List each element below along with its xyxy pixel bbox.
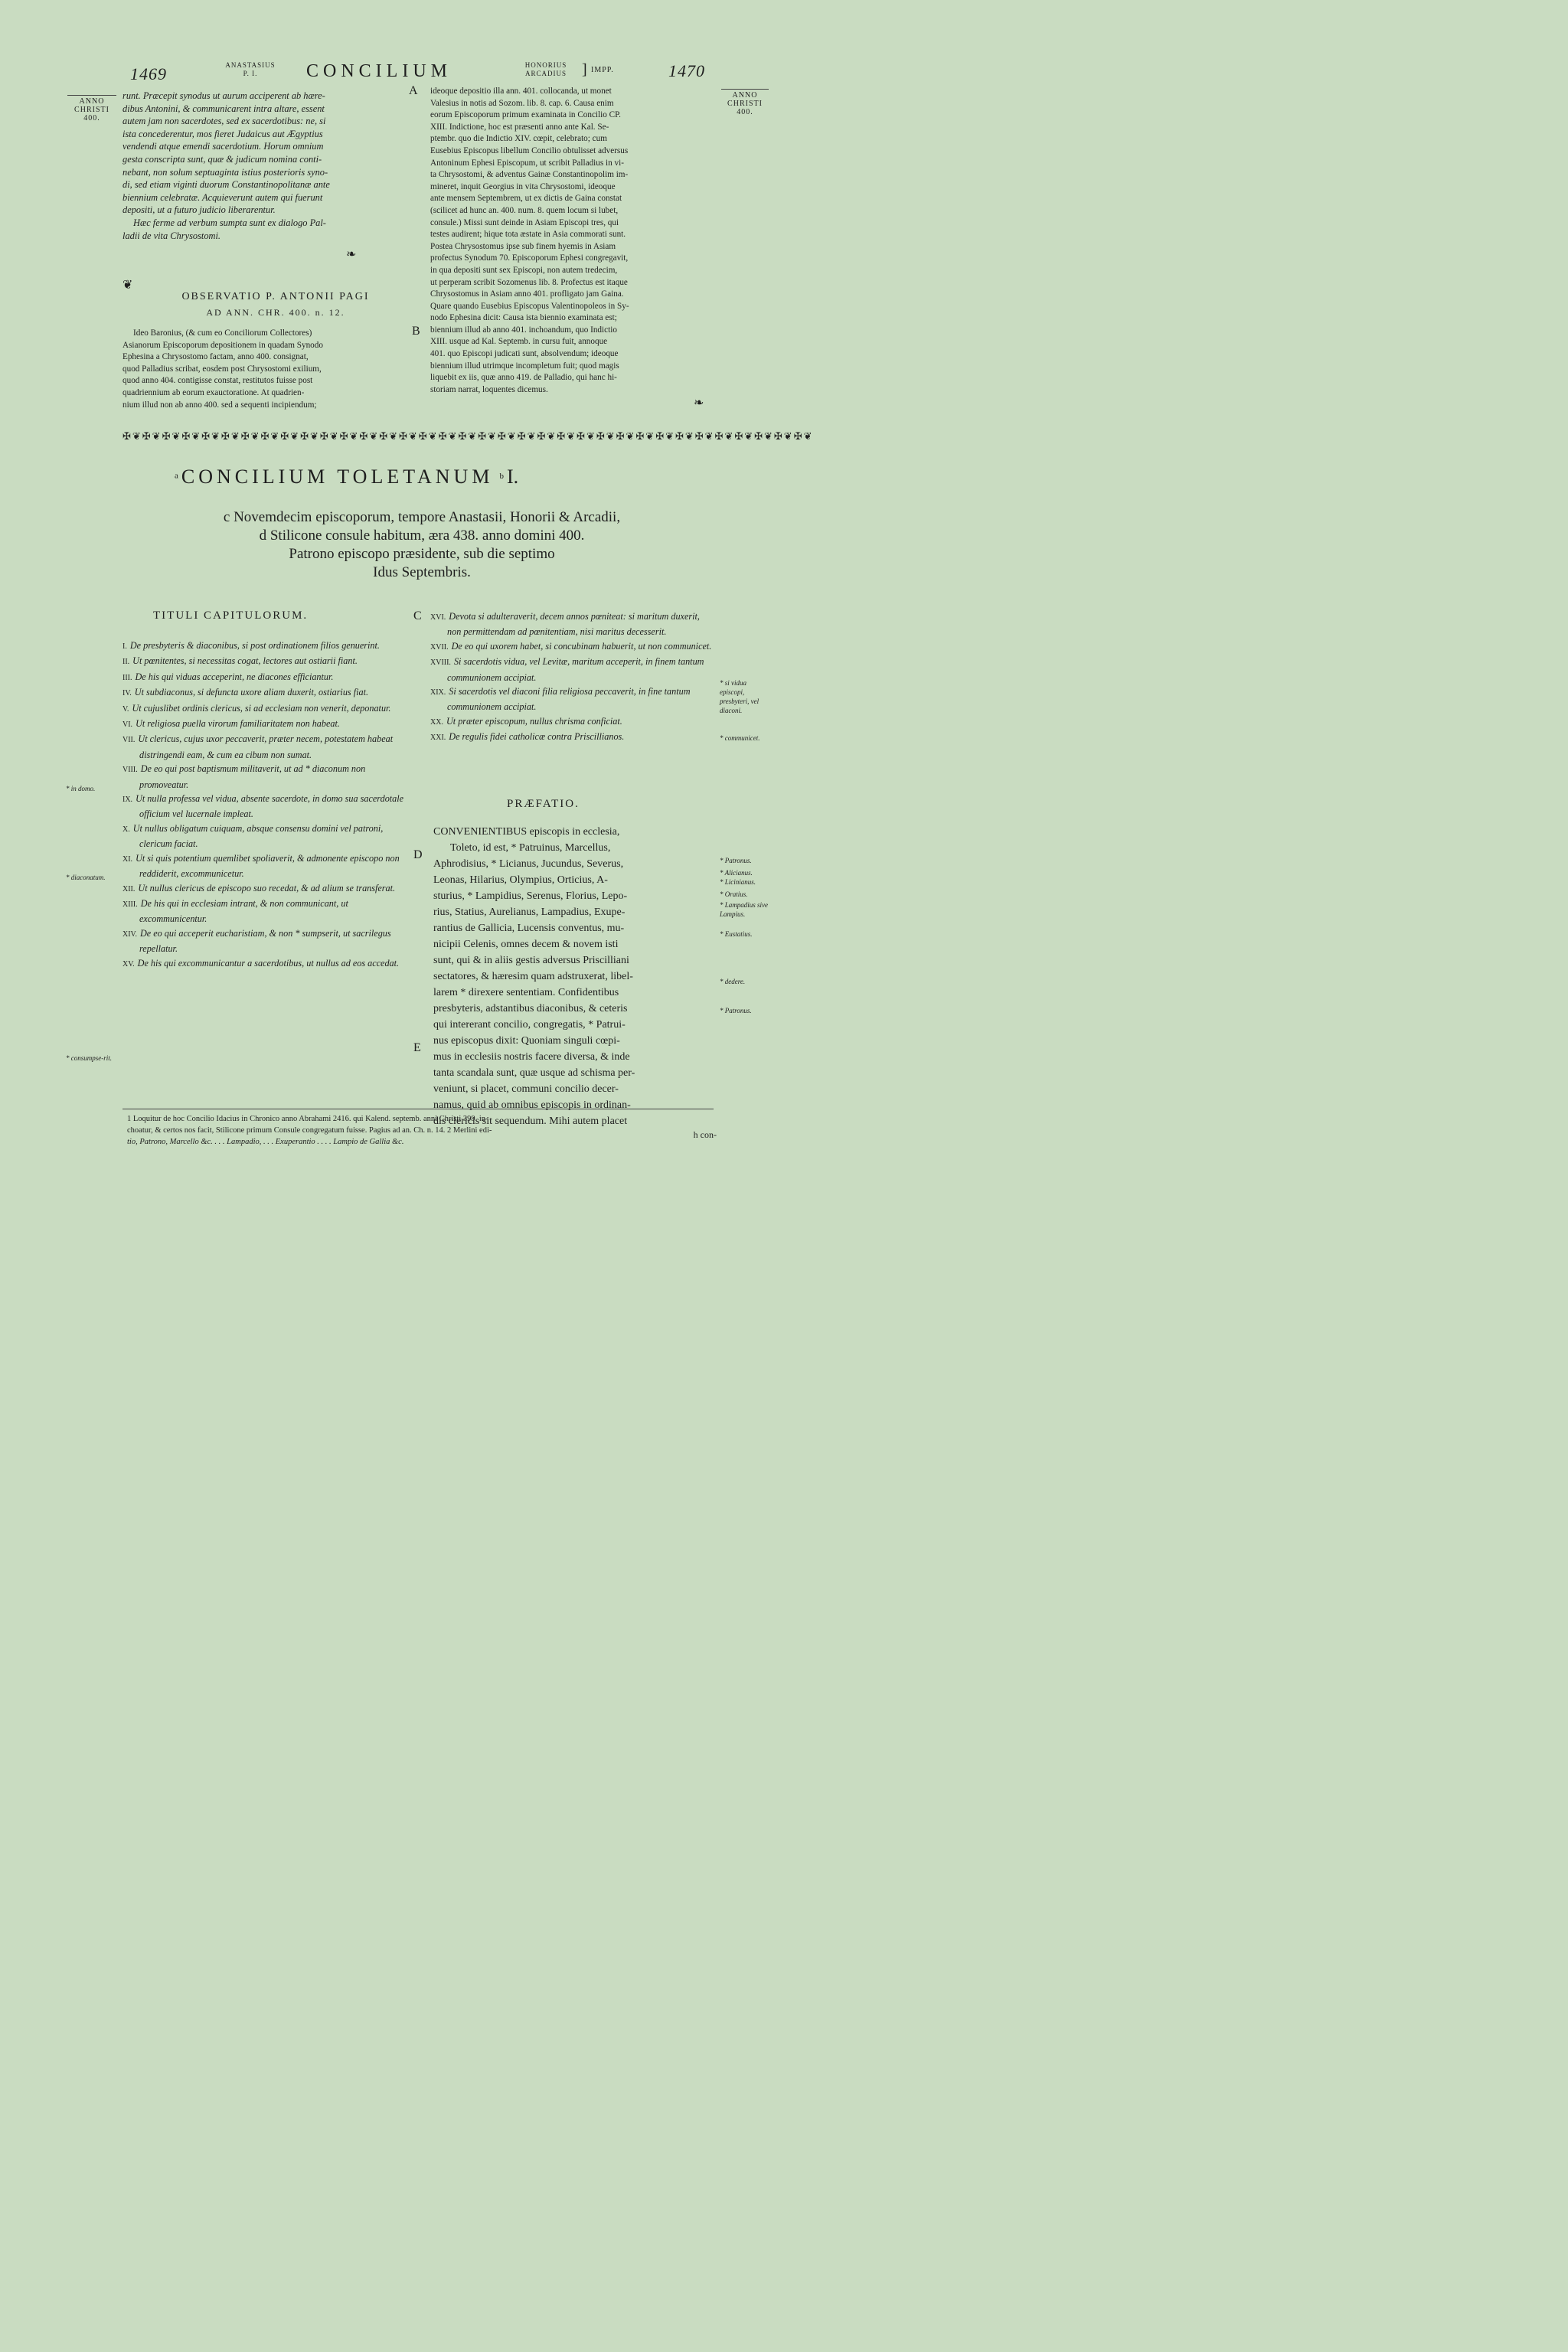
text-line: sectatores, & hæresim quam adstruxerat, libel- [433,971,633,982]
anno-right-rule [721,89,769,90]
text-line: liquebit ex iis, quæ anno 419. de Palladio, qui hanc hi- [430,373,617,383]
item-text: Ut nulla professa vel vidua, absente sacerdote, in domo sua sacerdotale officium vel lucernale impleat. [136,793,404,820]
anno-right-line3: 400. [737,108,753,116]
list-item [430,639,714,655]
text-line: ta Chrysostomi, & adventus Gainæ Constantinopolim im- [430,170,629,180]
council-title [175,466,710,488]
item-number: VII. [122,736,136,745]
text-line: namus, quid ab omnibus episcopis in ordinan- [433,1099,631,1111]
text-line: ante mensem Septembrem, ut ex dictis de Gaina constat [430,194,622,204]
anno-left-line3: 400. [83,114,100,122]
list-item [122,654,406,669]
text-line: Antoninum Ephesi Episcopum, ut scribit Palladius in vi- [430,158,624,168]
text-line: dis clericis sit sequendum. Mihi autem placet [433,1116,628,1127]
text-line: mineret, inquit Georgius in vita Chrysostomi, ideoque [430,181,616,191]
item-number: XVI. [430,613,446,622]
margin-note: * si vidua episcopi, presbyteri, vel diaconi. [720,679,760,714]
left-top-text [122,90,406,242]
text-line: (scilicet ad hunc an. 400. num. 8. quem locum si lubet, [430,205,619,215]
item-number: XVII. [430,642,449,652]
list-item [122,685,406,701]
ornament-band: ✠❦✠❦✠❦✠❦✠❦✠❦✠❦✠❦✠❦✠❦✠❦✠❦✠❦✠❦✠❦✠❦✠❦✠❦✠❦✠❦✠❦✠❦✠❦✠❦✠❦✠❦✠❦✠❦✠❦✠❦✠❦✠❦✠❦✠❦✠❦ [122,430,814,442]
item-number: XIV. [122,929,137,939]
text-line: ptembr. quo die Indictio XIV. cœpit, celebrato; cum [430,134,607,144]
margin-note: * consumpse-rit. [66,1054,112,1062]
item-number: II. [122,658,130,667]
text-line: sunt, qui & in aliis gestis adversus Priscilliani [433,955,629,966]
text-line: nicipii Celenis, omnes decem & novem isti [433,939,619,950]
footnote-mark-b: b [499,471,504,481]
text-line: mus in ecclesiis nostris facere diversa, & inde [433,1051,630,1063]
text-line: Ideo Baronius, (& cum eo Conciliorum Collectores) [133,328,312,338]
catchword: h con- [693,1129,717,1140]
item-number: III. [122,673,132,682]
header-right-label [511,61,580,78]
header-left-bottom: P. I. [243,70,258,77]
text-line: rantius de Gallicia, Lucensis conventus, mu- [433,923,625,934]
side-letter-c: C [413,609,422,622]
item-number: XXI. [430,733,446,743]
text-line: in qua depositi sunt sex Episcopi, non autem tredecim, [430,265,618,275]
text-line: XIII. Indictione, hoc est præsenti anno ante Kal. Se- [430,122,609,132]
list-item [430,609,714,639]
margin-note: * Patronus. [720,857,752,864]
anno-left-rule [67,95,116,96]
text-line: ut perperam scribit Sozomenus lib. 8. Profectus est itaque [430,277,628,287]
text-line: gesta conscripta sunt, quæ & judicum nomina conti- [122,153,322,165]
text-line: Asianorum Episcoporum depositionem in quadam Synodo [122,340,323,350]
praefatio-text [433,824,717,1140]
anno-right-line1: ANNO [732,91,758,100]
margin-note: * Licinianus. [720,878,756,886]
text-line: testes audirent; hique tota æstate in Asia commorati sunt. [430,230,626,240]
item-number: XI. [122,854,133,864]
subtitle-line: c Novemdecim episcoporum, tempore Anastasii, Honorii & Arcadii, [223,509,621,525]
item-number: VIII. [122,766,138,775]
text-line: veniunt, si placet, communi concilio decer- [433,1083,619,1095]
list-item [122,956,406,972]
item-number: I. [122,642,127,651]
text-line: 401. quo Episcopi judicati sunt, absolvendum; ideoque [430,349,619,359]
footnote-line: tio, Patrono, Marcello &c. . . . Lampadio, . . . Exuperantio . . . . Lampio de Gallia &c. [127,1138,404,1146]
text-line: presbyteris, adstantibus diaconibus, & ceteris [433,1003,628,1014]
subtitle-line: d Stilicone consule habitum, æra 438. anno domini 400. [259,528,585,544]
council-subtitle [130,508,714,582]
text-line: rius, Statius, Aurelianus, Lampadius, Exupe- [433,906,626,918]
list-item [430,730,714,745]
tituli-right-list [430,609,714,746]
list-item [122,732,406,762]
list-item [122,926,406,956]
text-line: Valesius in notis ad Sozom. lib. 8. cap. 6. Causa enim [430,98,614,108]
item-number: XX. [430,717,443,727]
header-right-bottom: ARCADIUS [524,70,567,77]
running-title: CONCILIUM [306,61,452,81]
item-text: De eo qui uxorem habet, si concubinam habuerit, ut non communicet. [451,640,712,652]
text-line: XIII. usque ad Kal. Septemb. in cursu fuit, annoque [430,337,608,347]
item-text: De presbyteris & diaconibus, si post ordinationem filios genuerint. [129,640,380,651]
text-line: quod anno 404. contigisse constat, restitutos fuisse post [122,376,313,386]
text-line: di, sed etiam viginti duorum Constantinopolitanæ ante [122,179,330,191]
item-number: XIII. [122,900,138,909]
text-line: nus episcopus dixit: Quoniam singuli cœpi- [433,1035,620,1047]
council-title-text: CONCILIUM TOLETANUM [181,466,494,488]
anno-left-line1: ANNO [79,97,105,106]
footnote-line: choatur, & certos nos facit, Stilicone primum Consule congregatum fuisse. Pagius ad an. Ch. n. 14. 2 Merlini edi- [127,1126,492,1135]
observatio-subtitle: AD ANN. CHR. 400. n. 12. [206,307,345,318]
text-line: ideoque depositio illa ann. 401. collocanda, ut monet [430,87,612,96]
list-item [122,881,406,897]
side-letter-b: B [412,325,420,338]
item-text: De his qui excommunicantur a sacerdotibus, ut nullus ad eos accedat. [137,957,400,969]
margin-note: * Eustatius. [720,930,753,938]
anno-left-line2: CHRISTI [74,106,109,114]
item-text: Ut nullus obligatum cuiquam, absque consensu domini vel patroni, clericum faciat. [132,822,384,850]
anno-right-line2: CHRISTI [727,100,763,108]
text-line: nodo Ephesina dicit: Causa ista biennio examinata est; [430,313,617,323]
list-item [430,684,714,714]
item-text: De eo qui acceperit eucharistiam, & non * sumpserit, ut sacrilegus repellatur. [139,927,391,955]
text-line: larem * direxere sententiam. Confidentibus [433,987,619,998]
fleuron-icon: ❧ [346,248,357,261]
text-line: Aphrodisius, * Licianus, Jucundus, Severus, [433,858,624,870]
fleuron-icon: ❧ [694,397,704,410]
item-text: De his qui viduas acceperint, ne diacones efficiantur. [135,671,334,682]
margin-note: * Oratius. [720,890,748,898]
side-letter-e: E [413,1041,421,1054]
observatio-title: OBSERVATIO P. ANTONII PAGI [181,291,370,302]
text-line: Chrysostomus in Asiam anno 401. profligato jam Gaina. [430,289,624,299]
text-line: eorum Episcoporum primum examinata in Concilio CP. [430,110,621,120]
text-line: tanta scandala sunt, quæ usque ad schisma per- [433,1067,635,1079]
list-item [430,655,714,684]
text-line: profectus Synodum 70. Episcoporum Ephesi congregavit, [430,253,629,263]
item-text: Si sacerdotis vidua, vel Levitæ, maritum acceperit, in finem tantum communionem accipiat. [447,656,704,683]
header-left-top: ANASTASIUS [225,61,276,69]
item-number: XVIII. [430,658,451,668]
item-number: XV. [122,959,135,969]
item-text: Ut nullus clericus de episcopo suo recedat, & ad alium se transferat. [138,882,396,893]
item-text: Ut religiosa puella virorum familiaritatem non habeat. [136,718,340,730]
footnote [127,1113,714,1148]
margin-note: * Alicianus. [720,869,753,877]
observatio-heading [145,289,406,320]
page-number-right: 1470 [668,61,705,80]
anno-left [67,95,116,122]
text-line: Toleto, id est, * Patruinus, Marcellus, [450,842,611,854]
item-number: IX. [122,795,133,805]
text-line: dibus Antonini, & communicarent intra altare, essent [122,103,325,114]
list-item [122,822,406,851]
text-line: consule.) Missi sunt deinde in Asiam Episcopi tres, qui [430,217,619,227]
text-line: Quare quando Eusebius Episcopus Valentinopoleos in Sy- [430,301,629,311]
margin-note: * Patronus. [720,1007,752,1014]
item-text: Ut si quis potentium quemlibet spoliaverit, & admonente episcopo non reddiderit, excommunicetur. [136,852,400,880]
text-line: Hæc ferme ad verbum sumpta sunt ex dialogo Pal- [133,217,326,228]
right-top-text [430,86,714,396]
list-item [122,717,406,732]
margin-note: * diaconatum. [66,874,106,881]
text-line: ladii de vita Chrysostomi. [122,230,221,241]
list-item [122,851,406,881]
text-line: ista concederentur, mos fieret Judaicus aut Ægyptius [122,128,323,139]
list-item [122,897,406,926]
item-number: IV. [122,689,132,698]
list-item [122,762,406,792]
margin-note: * in domo. [66,785,96,792]
list-item [122,639,406,654]
text-line: qui intererant concilio, congregatis, * Patrui- [433,1019,626,1031]
item-text: Ut cujuslibet ordinis clericus, si ad ecclesiam non venerit, deponatur. [132,702,391,714]
text-line: vendendi atque emendi sacerdotium. Horum omnium [122,141,324,152]
list-item [122,792,406,822]
observatio-text [122,328,406,411]
text-line: biennium illud utrimque incompletum fuit; quod magis [430,361,619,371]
item-text: De regulis fidei catholicæ contra Priscillianos. [449,731,625,743]
tituli-left-list [122,639,406,972]
subtitle-line: Idus Septembris. [373,564,471,580]
text-line: autem jam non sacerdotes, sed ex sacerdotibus: ne, si [122,116,326,127]
text-line: nium illud non ab anno 400. sed a sequenti incipiendum; [122,400,317,410]
tituli-heading: TITULI CAPITULORUM. [153,609,309,622]
item-number: XIX. [430,688,446,697]
page-number-left: 1469 [130,64,167,83]
item-text: Si sacerdotis vel diaconi filia religiosa peccaverit, in fine tantum communionem accipiat. [447,686,691,713]
text-line: nebant, non solum septuaginta istius posterioris syno- [122,166,328,178]
item-number: VI. [122,720,133,730]
subtitle-line: Patrono episcopo præsidente, sub die septimo [289,546,555,562]
text-line: quod Palladius scribat, eosdem post Chrysostomi exilium, [122,364,322,374]
side-letter-a: A [409,84,418,97]
item-text: Ut clericus, cujus uxor peccaverit, præter necem, potestatem habeat distringendi eam, & cum ea cibum non sumat. [138,733,394,760]
praefatio-heading: PRÆFATIO. [507,798,580,810]
item-text: Devota si adulteraverit, decem annos pœniteat: si maritum duxerit, non permittendam ad pœnitentiam, nisi maritus decesserit. [447,611,700,638]
text-line: sturius, * Lampidius, Serenus, Florius, Lepo- [433,890,628,902]
footnote-mark-a: a [175,471,178,481]
text-line: quadriennium ab eorum exauctoratione. At quadrien- [122,387,305,397]
item-text: De eo qui post baptismum militaverit, ut ad * diaconum non promoveatur. [139,763,366,790]
text-line: CONVENIENTIBUS episcopis in ecclesia, [433,826,620,838]
text-line: Postea Chrysostomus ipse sub finem hyemis in Asiam [430,241,616,251]
fleuron-icon: ❦ [122,279,133,292]
margin-note: * Lampadius sive Lampius. [720,901,768,918]
text-line: Ephesina a Chrysostomo factam, anno 400. consignat, [122,352,309,362]
text-line: runt. Præcepit synodus ut aurum acciperent ab hære- [122,90,325,101]
anno-right [721,89,769,116]
item-number: XII. [122,884,136,893]
item-text: De his qui in ecclesiam intrant, & non communicant, ut excommunicentur. [139,897,348,925]
council-numeral: I. [506,466,519,488]
text-line: biennium illud ab anno 401. inchoandum, quo Indictio [430,325,617,335]
footnote-line: 1 Loquitur de hoc Concilio Idacius in Chronico anno Abrahami 2416. qui Kalend. septemb. anni Christi 399. in- [127,1115,488,1123]
item-number: X. [122,825,130,834]
text-line: storiam narrat, loquentes dicemus. [430,384,548,394]
item-text: Ut subdiaconus, si defuncta uxore aliam duxerit, ostiarius fiat. [134,687,369,698]
text-line: Eusebius Episcopus libellum Concilio obtulisset adversus [430,145,629,155]
text-line: Leonas, Hilarius, Olympius, Orticius, A- [433,874,608,886]
item-number: V. [122,704,129,714]
list-item [430,714,714,730]
margin-note: * communicet. [720,734,760,742]
list-item [122,670,406,685]
header-impp: IMPP. [591,66,614,74]
text-line: biennium celebratæ. Acquieverunt autem qui fuerunt [122,191,323,203]
list-item [122,701,406,717]
bracket-mark: ] [582,61,587,78]
margin-note: * dedere. [720,978,746,985]
text-line: depositi, ut a futuro judicio liberarentur. [122,204,276,216]
item-text: Ut pœnitentes, si necessitas cogat, lectores aut ostiarii fiant. [132,655,358,667]
header-left-label [216,61,285,78]
item-text: Ut præter episcopum, nullus chrisma conficiat. [446,715,622,727]
header-right-top: HONORIUS [524,61,567,69]
side-letter-d: D [413,848,423,861]
